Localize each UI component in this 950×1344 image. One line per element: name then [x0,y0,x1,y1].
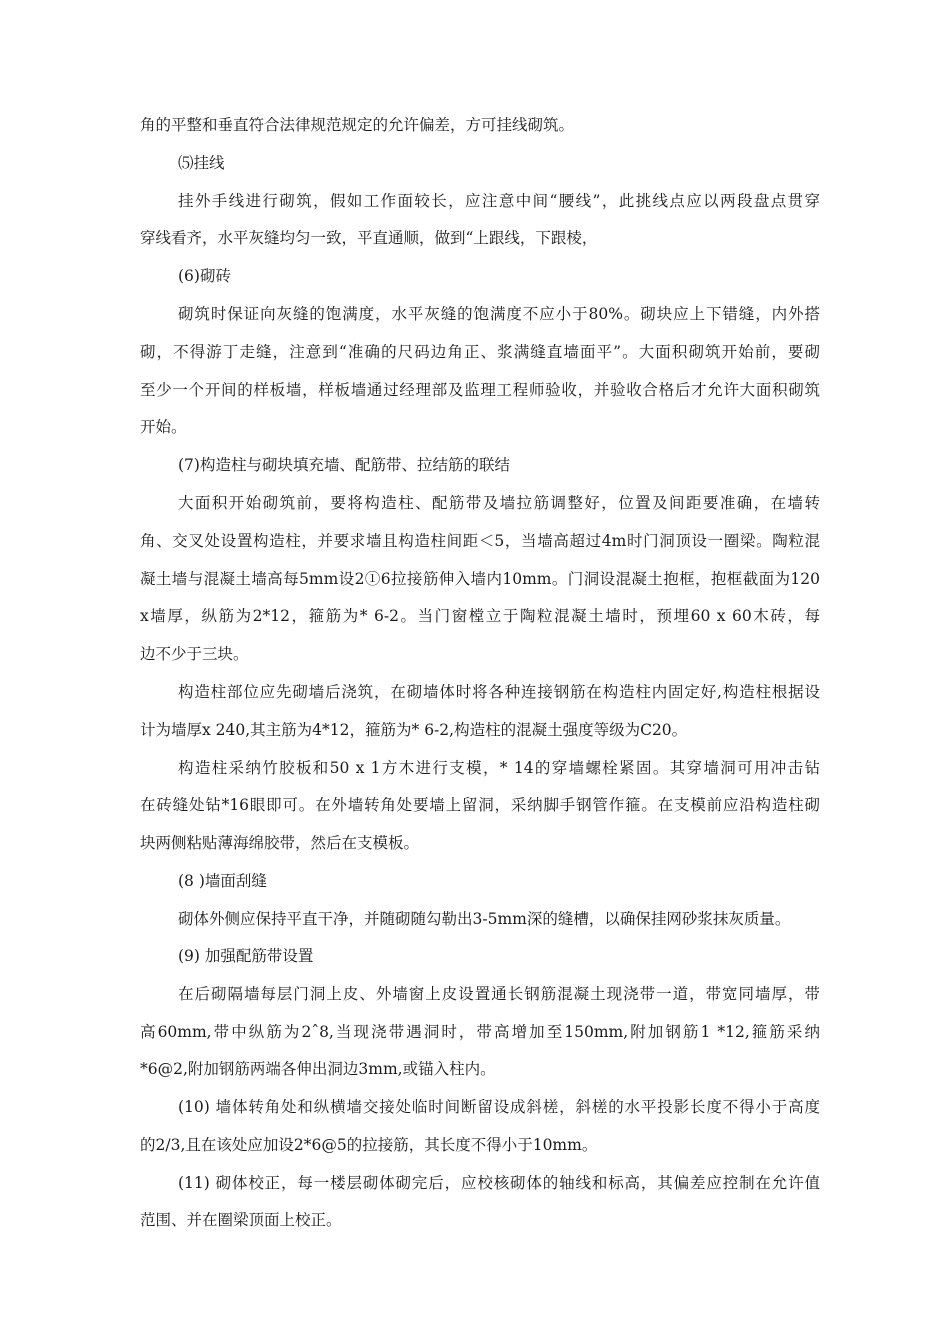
text-line: 挂外手线进行砌筑，假如工作面较长，应注意中间“腰线”，此挑线点应以两段盘点贯穿 [178,192,820,210]
text-line: 凝土墙与混凝土墙高每5mm设2①6拉接筋伸入墙内10mm。门洞设混凝土抱框，抱框截面为120 [140,570,820,588]
text-line: 角的平整和垂直符合法律规范规定的允许偏差，方可挂线砌筑。 [140,116,575,134]
text-line: 范围、并在圈梁顶面上校正。 [140,1211,342,1229]
text-line: (7)构造柱与砌块填充墙、配筋带、拉结筋的联结 [178,456,510,474]
text-line: 高60mm,带中纵筋为2ˆ8,当现浇带遇洞时，带高增加至150mm,附加钢筋1 *12,箍筋采纳 [140,1023,820,1041]
text-line: 砌，不得游丁走缝，注意到“准确的尺码边角正、浆满缝直墙面平”。大面积砌筑开始前，要砌 [140,343,820,361]
text-line: 在后砌隔墙每层门洞上皮、外墙窗上皮设置通长钢筋混凝土现浇带一道，带宽同墙厚，带 [178,985,820,1003]
text-line: 构造柱部位应先砌墙后浇筑，在砌墙体时将各种连接钢筋在构造柱内固定好,构造柱根据设 [178,683,820,701]
text-line: (8 )墙面刮缝 [178,872,267,890]
text-line: 开始。 [140,418,187,436]
text-line: 在砖缝处钻*16眼即可。在外墙转角处要墙上留洞，采纳脚手钢管作箍。在支模前应沿构造柱砌 [140,796,820,814]
text-line: 块两侧粘贴薄海绵胶带，然后在支模板。 [140,834,420,852]
text-line: (9) 加强配筋带设置 [178,947,314,965]
text-line: 角、交叉处设置构造柱，并要求墙且构造柱间距＜5，当墙高超过4m时门洞顶设一圈梁。陶粒混 [140,532,820,550]
text-line: (11) 砌体校正，每一楼层砌体砌完后，应校核砌体的轴线和标高，其偏差应控制在允许值 [178,1174,820,1192]
text-line: 边不少于三块。 [140,645,249,663]
text-line: ⑸挂线 [178,154,225,172]
text-line: 至少一个开间的样板墙，样板墙通过经理部及监理工程师验收，并验收合格后才允许大面积砌筑 [140,381,820,399]
text-line: (6)砌砖 [178,267,231,285]
text-line: *6@2,附加钢筋两端各伸出洞边3mm,或锚入柱内。 [140,1060,496,1078]
text-line: x墙厚，纵筋为2*12，箍筋为* 6-2。当门窗樘立于陶粒混凝土墙时，预埋60 x 60木砖，每 [140,607,820,625]
text-line: 穿线看齐，水平灰缝均匀一致，平直通顺，做到“上跟线，下跟棱， [140,229,598,247]
text-line: 大面积开始砌筑前，要将构造柱、配筋带及墙拉筋调整好，位置及间距要准确，在墙转 [178,494,820,512]
text-line: 计为墙厚x 240,其主筋为4*12，箍筋为* 6-2,构造柱的混凝土强度等级为C20。 [140,721,688,739]
text-line: 砌筑时保证向灰缝的饱满度，水平灰缝的饱满度不应小于80%。砌块应上下错缝，内外搭 [178,305,820,323]
text-line: (10) 墙体转角处和纵横墙交接处临时间断留设成斜槎，斜槎的水平投影长度不得小于高度 [178,1098,820,1116]
text-line: 砌体外侧应保持平直干净，并随砌随勾勒出3-5mm深的缝槽，以确保挂网砂浆抹灰质量。 [178,910,791,928]
text-line: 的2/3,且在该处应加设2*6@5的拉接筋，其长度不得小于10mm。 [140,1136,598,1154]
text-line: 构造柱采纳竹胶板和50 x 1方木进行支模，* 14的穿墙螺栓紧固。其穿墙洞可用冲击钻 [178,759,820,777]
